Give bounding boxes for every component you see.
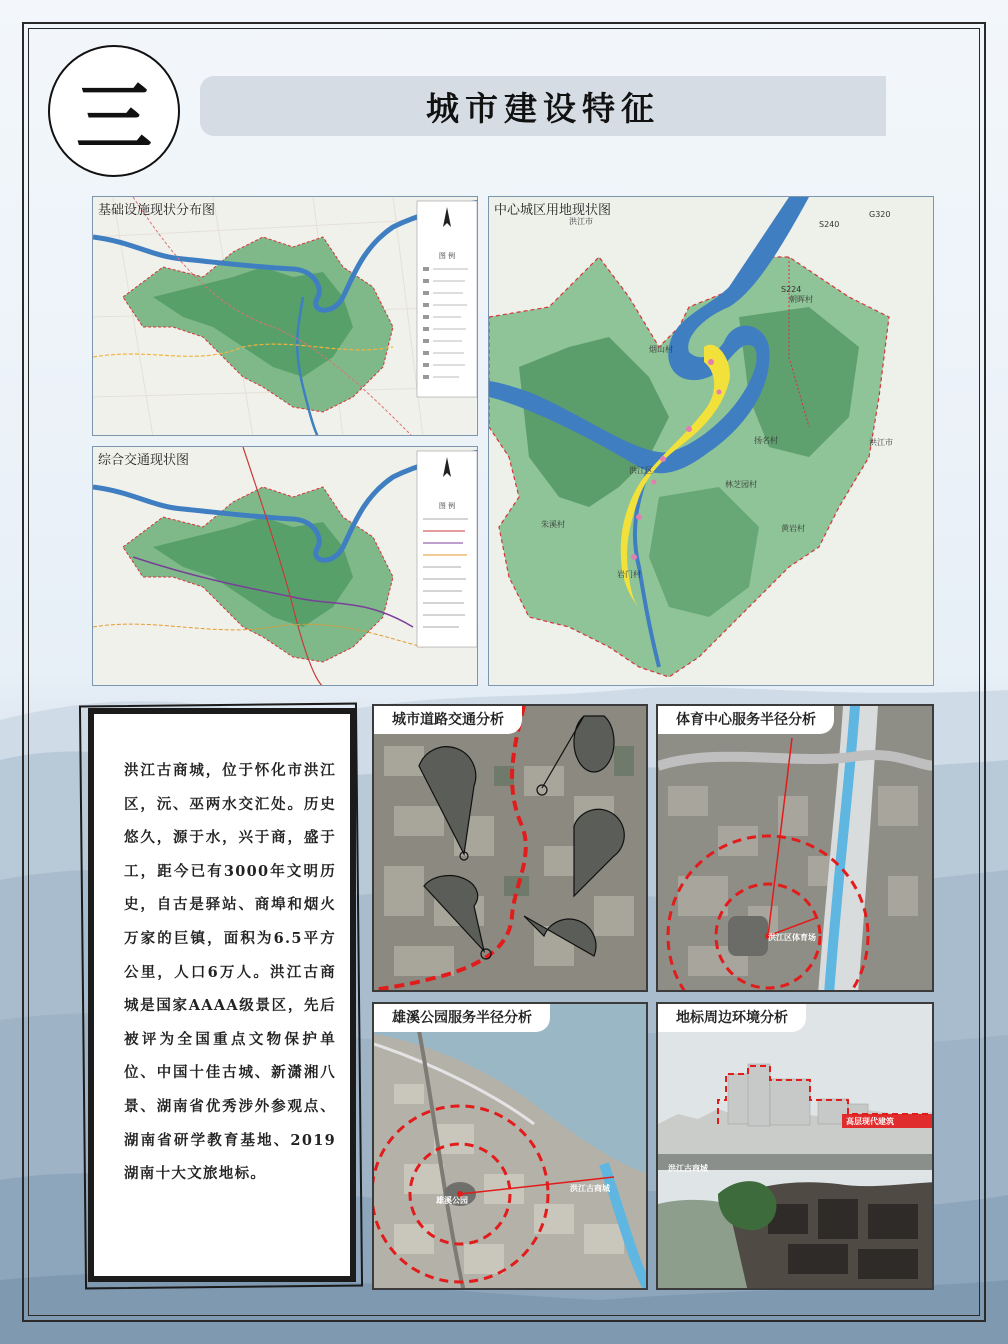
place-label-2: 洪江区: [629, 466, 653, 475]
landmark-canvas: [658, 1004, 934, 1290]
landmark-tag-modern: 高层现代建筑: [846, 1117, 894, 1126]
infrastructure-map-label: 基础设施现状分布图: [98, 203, 216, 218]
sports-poi-label: 洪江区体育场: [768, 933, 816, 942]
park-radius-analysis-label: 雄溪公园服务半径分析: [374, 1004, 550, 1032]
place-label-8: 岩门村: [617, 570, 641, 579]
park-poi2-label: 洪江古商城: [570, 1184, 610, 1193]
sports-radius-canvas: [658, 706, 934, 992]
road-traffic-canvas: [374, 706, 648, 992]
park-radius-analysis: [372, 1002, 648, 1290]
landmark-environment-analysis-label: 地标周边环境分析: [658, 1004, 806, 1032]
place-label-3: 洪江市: [869, 438, 893, 447]
section-number: 三: [48, 45, 180, 177]
transport-legend-title: 图 例: [438, 502, 456, 510]
title-banner: [200, 76, 886, 136]
place-label-1: 洪江市: [569, 217, 593, 226]
place-label-5: 扬名村: [754, 436, 778, 445]
infrastructure-legend-title: 图 例: [438, 252, 456, 260]
description-text: 洪江古商城，位于怀化市洪江区，沅、巫两水交汇处。历史悠久，源于水，兴于商，盛于工，距今已有3000年文明历史，自古是驿站、商埠和烟火万家的巨镇，面积为6.5平方公里，人口6万人。洪江古商城是国家AAAA级景区，先后被评为全国重点文物保护单位、中国十佳古城、新潇湘八景、湖南省优秀涉外参观点、湖南省研学教育基地、2019湖南十大文旅地标。: [124, 762, 336, 1183]
description-box: [88, 708, 356, 1282]
place-label-10: 黄岩村: [781, 524, 805, 533]
land-use-map: [488, 196, 934, 686]
page-title: 城市建设特征: [426, 88, 660, 128]
road-label-2: S240: [819, 220, 840, 229]
infrastructure-map: [92, 196, 478, 436]
road-traffic-analysis: [372, 704, 648, 992]
sports-radius-analysis: [656, 704, 934, 992]
place-label-4: 林芝园村: [725, 480, 757, 489]
landmark-environment-analysis: [656, 1002, 934, 1290]
transport-map-canvas: [93, 447, 478, 686]
landmark-tag-ancient: 洪江古商城: [668, 1164, 708, 1173]
park-poi-label: 雄溪公园: [436, 1196, 468, 1205]
place-label-9: 烟山村: [649, 345, 673, 354]
park-radius-canvas: [374, 1004, 648, 1290]
road-label-3: G320: [869, 210, 891, 219]
transport-map: [92, 446, 478, 686]
road-label-1: S224: [781, 285, 802, 294]
land-use-map-canvas: [489, 197, 934, 686]
transport-map-label: 综合交通现状图: [98, 453, 190, 468]
road-traffic-analysis-label: 城市道路交通分析: [374, 706, 522, 734]
sports-radius-analysis-label: 体育中心服务半径分析: [658, 706, 834, 734]
place-label-6: 朱溪村: [541, 520, 565, 529]
place-label-7: 朝晖村: [789, 295, 813, 304]
infrastructure-map-canvas: [93, 197, 478, 436]
land-use-map-label: 中心城区用地现状图: [494, 203, 612, 218]
